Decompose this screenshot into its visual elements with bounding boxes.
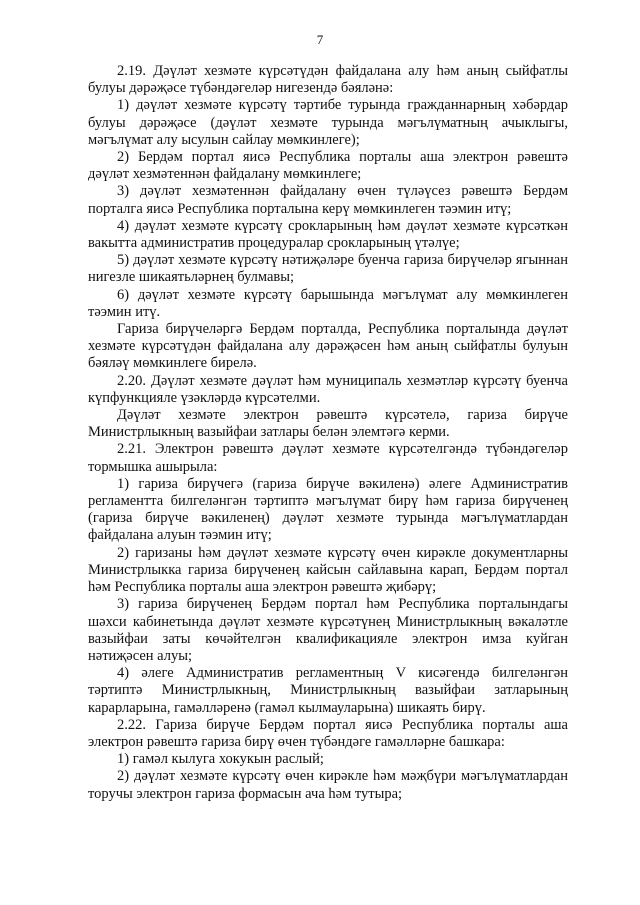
paragraph-2-22-item-2: 2) дәүләт хезмәте күрсәтү өчен кирәкле һәм мәҗбүри мәгълүматлардан торучы электрон гариза формасын ача һәм тутыра; <box>88 768 568 802</box>
paragraph-2-22-item-1: 1) гамәл кылуга хокукын раслый; <box>117 751 324 768</box>
page-number: 7 <box>316 32 324 47</box>
paragraph-2-21-item-3: 3) гариза бирүченең Бердәм портал һәм Республика порталындагы шәхси кабинетында дәүләт хезмәте күрсәтүнең Министрлыкның вәкаләтле вазыйфаи заты көчәйтелгән квалификацияле электрон имза куйган нәтиҗәсен алуы; <box>88 596 568 664</box>
paragraph-2-22: 2.22. Гариза бирүче Бердәм портал яисә Республика порталы аша электрон рәвештә гариза бирү өчен түбәндәге гамәлләрне башкара: <box>88 716 568 750</box>
paragraph-2-20: 2.20. Дәүләт хезмәте дәүләт һәм муниципаль хезмәтләр күрсәтү буенча күпфункцияле үзәкләрдә күрсәтелми. <box>88 372 568 406</box>
paragraph-2-20-note: Дәүләт хезмәте электрон рәвештә күрсәтелә, гариза бирүче Министрлыкның вазыйфаи затлары белән элемтәгә керми. <box>88 407 568 441</box>
paragraph-2-21-item-4: 4) әлеге Административ регламентның V кисәгендә билгеләнгән тәртиптә Министрлыкның, Министрлыкның вазыйфаи затларының карарларына, гамәлләренә (гамәл кылмауларына) шикаять бирү. <box>88 665 568 716</box>
paragraph-2-19-item-2: 2) Бердәм портал яисә Республика порталы аша электрон рәвештә дәүләт хезмәтеннән файдалану мөмкинлеге; <box>88 149 568 183</box>
paragraph-2-19: 2.19. Дәүләт хезмәте күрсәтүдән файдалана алу һәм аның сыйфатлы булуы дәрәҗәсе түбәндәгеләр нигезендә бәяләнә: <box>88 63 568 97</box>
paragraph-2-19-item-6: 6) дәүләт хезмәте күрсәтү барышында мәгълүмат алу мөмкинлеген тәэмин итү. <box>88 286 568 320</box>
paragraph-2-19-note: Гариза бирүчеләргә Бердәм порталда, Республика порталында дәүләт хезмәте күрсәтүдән файдалана алу дәрәҗәсен һәм аның сыйфатлы булуын бәяләү мөмкинлеге бирелә. <box>88 321 568 372</box>
paragraph-2-19-item-4: 4) дәүләт хезмәте күрсәтү срокларының һәм дәүләт хезмәте күрсәткән вакытта административ процедуралар срокларының үтәлүе; <box>88 217 568 252</box>
document-body <box>88 63 568 803</box>
paragraph-2-21-item-2: 2) гаризаны һәм дәүләт хезмәте күрсәтү өчен кирәкле документларны Министрлыкка гариза бирүченең кайсын сайлавына карап, Бердәм портал һәм Республика порталы аша электрон рәвештә җибәрү; <box>88 544 568 596</box>
paragraph-2-19-item-1: 1) дәүләт хезмәте күрсәтү тәртибе турында гражданнарның хәбәрдар булуы дәрәҗәсе (дәүләт хезмәте турында мәгълүматның ачыклыгы, мәгълүмат алу ысулын сайлау мөмкинлеге); <box>88 97 568 148</box>
paragraph-2-19-item-5: 5) дәүләт хезмәте күрсәтү нәтиҗәләре буенча гариза бирүчеләр ягыннан нигезле шикаятьләрнең булмавы; <box>88 252 568 286</box>
paragraph-2-21: 2.21. Электрон рәвештә дәүләт хезмәте күрсәтелгәндә түбәндәгеләр тормышка ашырыла: <box>88 441 568 475</box>
paragraph-2-19-item-3: 3) дәүләт хезмәтеннән файдалану өчен түләүсез рәвештә Бердәм порталга яисә Республика порталына керү мөмкинлеген тәэмин итү; <box>88 183 568 217</box>
paragraph-2-21-item-1: 1) гариза бирүчегә (гариза бирүче вәкиленә) әлеге Административ регламентта билгеләнгән тәртиптә мәгълүмат бирү һәм гариза бирүченең (гариза бирүче вәкиленең) дәүләт хезмәте турында мәгълүматлардан файдалана алуын тәэмин итү; <box>88 475 568 544</box>
